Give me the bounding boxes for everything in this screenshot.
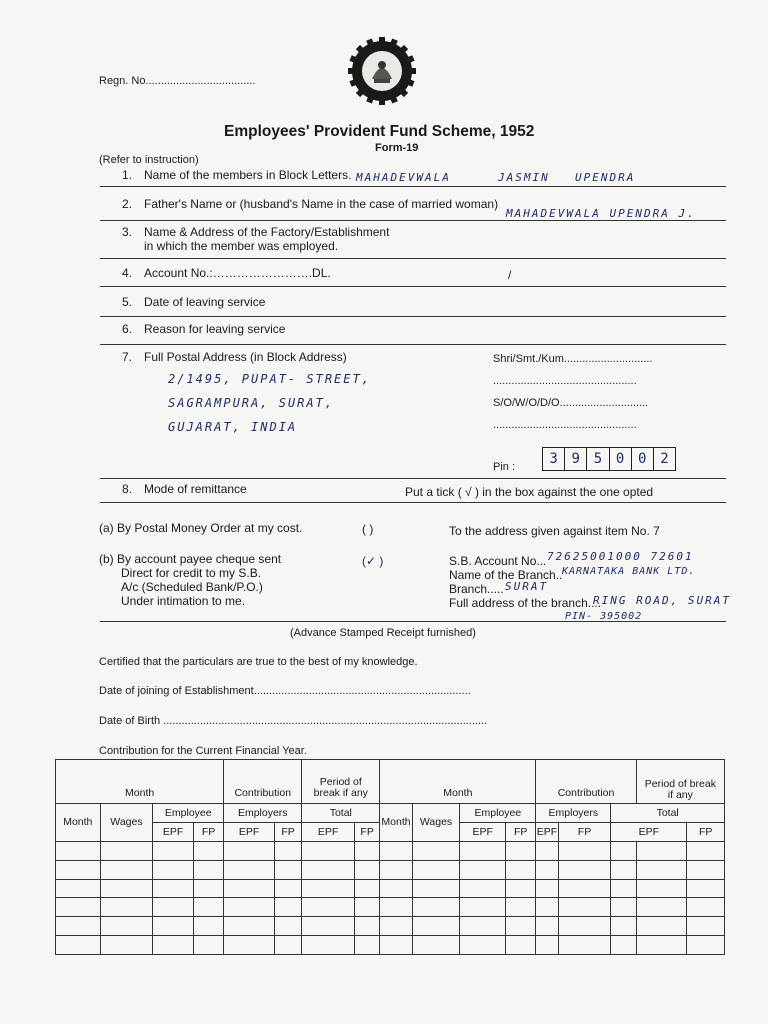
employers-col-right: Employers (536, 804, 611, 823)
certification-statement: Certified that the particulars are true to the best of my knowledge. (99, 656, 418, 668)
item-number: 1. (122, 168, 133, 182)
wages-col-right: Wages (412, 804, 460, 842)
table-row (56, 917, 725, 936)
divider (100, 220, 726, 221)
pin-digit[interactable]: 3 (543, 448, 565, 470)
option-a-checkbox[interactable]: ( ) (362, 522, 374, 536)
advance-receipt-note: (Advance Stamped Receipt furnished) (290, 627, 476, 639)
item-number: 4. (122, 266, 133, 280)
fp-col: FP (354, 823, 379, 842)
establishment-label-line2: in which the member was employed. (144, 239, 339, 253)
month-header: Month (56, 760, 224, 804)
branch-value[interactable]: SURAT (505, 580, 549, 593)
branch-name-label: Name of the Branch.. (449, 568, 563, 582)
address-line-2[interactable]: SAGRAMPURA, SURAT, (168, 396, 335, 410)
option-b-label-line3: A/c (Scheduled Bank/P.O.) (121, 580, 263, 594)
epf-col: EPF (302, 823, 355, 842)
refer-instruction: (Refer to instruction) (99, 154, 199, 166)
item-number: 6. (122, 322, 133, 336)
divider (100, 621, 726, 622)
leaving-date-label: Date of leaving service (144, 295, 266, 309)
month-col-right: Month (380, 804, 412, 842)
branch-pin-value[interactable]: PIN- 395002 (565, 611, 643, 622)
period-text: if any (667, 789, 693, 801)
member-middle-name-value[interactable]: UPENDRA (575, 171, 636, 184)
total-col: Total (302, 804, 380, 823)
option-b-label: (b) By account payee cheque sent (99, 552, 282, 566)
month-header-right: Month (380, 760, 536, 804)
branch-address-label: Full address of the branch.... (449, 596, 602, 610)
period-text: Period of break (644, 778, 716, 790)
divider (100, 258, 726, 259)
fp-col: FP (193, 823, 223, 842)
item-number: 8. (122, 482, 133, 496)
fp-col: FP (505, 823, 535, 842)
item-number: 3. (122, 225, 133, 239)
joining-date-field[interactable]: Date of joining of Establishment....................................................................... (99, 685, 471, 697)
epf-col: EPF (460, 823, 506, 842)
divider (100, 344, 726, 345)
divider (100, 316, 726, 317)
fp-col: FP (558, 823, 611, 842)
period-text: Period of (319, 776, 362, 788)
option-b-label-line4: Under intimation to me. (121, 594, 246, 608)
shri-smt-kum-field[interactable]: Shri/Smt./Kum............................. (493, 353, 653, 365)
option-b-checkbox[interactable]: (✓ ) (362, 554, 384, 568)
address-line-3[interactable]: GUJARAT, INDIA (168, 420, 298, 434)
period-break-header-right (636, 760, 724, 804)
option-b-label-line2: Direct for credit to my S.B. (121, 566, 262, 580)
name-continuation-field[interactable]: ............................................... (493, 375, 637, 387)
total-col-right: Total (611, 804, 725, 823)
account-slash: / (508, 268, 512, 282)
table-row (56, 936, 725, 955)
divider (100, 286, 726, 287)
item-number: 7. (122, 350, 133, 364)
epf-col: EPF (611, 823, 687, 842)
sb-account-label: S.B. Account No... (449, 554, 547, 568)
pin-code-boxes[interactable] (542, 447, 676, 471)
wages-col: Wages (100, 804, 153, 842)
divider (100, 502, 726, 503)
branch-name-value[interactable]: KARNATAKA BANK LTD. (562, 566, 696, 577)
sb-account-value[interactable]: 72625001000 72601 (547, 550, 694, 563)
establishment-label: Name & Address of the Factory/Establishment (144, 225, 390, 239)
fp-col: FP (687, 823, 725, 842)
table-row (56, 842, 725, 861)
pin-digit[interactable]: 5 (587, 448, 609, 470)
option-a-label: (a) By Postal Money Order at my cost. (99, 521, 303, 535)
member-surname-value[interactable]: MAHADEVWALA (356, 171, 451, 184)
option-a-destination: To the address given against item No. 7 (449, 524, 660, 538)
period-text: break if any (313, 787, 368, 799)
address-line-1[interactable]: 2/1495, PUPAT- STREET, (168, 372, 371, 386)
member-first-name-value[interactable]: JASMIN (498, 171, 550, 184)
employee-col-right: Employee (460, 804, 536, 823)
divider (100, 478, 726, 479)
form-title: Employees' Provident Fund Scheme, 1952 (224, 123, 535, 140)
table-row (56, 898, 725, 917)
branch-label: Branch..... (449, 582, 504, 596)
epf-col: EPF (536, 823, 558, 842)
birth-date-field[interactable]: Date of Birth .......................................................................................................... (99, 715, 488, 727)
table-row (56, 879, 725, 898)
remittance-mode-label: Mode of remittance (144, 482, 247, 496)
epf-col: EPF (224, 823, 275, 842)
father-name-value[interactable]: MAHADEVWALA UPENDRA J. (506, 207, 696, 220)
account-number-field[interactable]: Account No.:…………………….DL. (144, 266, 331, 280)
father-name-label: Father's Name or (husband's Name in the case of married woman) (144, 197, 499, 211)
epf-col: EPF (153, 823, 194, 842)
leaving-reason-label: Reason for leaving service (144, 322, 286, 336)
table-row (56, 860, 725, 879)
contribution-table (55, 759, 725, 955)
contribution-header: Contribution (224, 760, 302, 804)
divider (100, 186, 726, 187)
form-number: Form-19 (375, 142, 419, 154)
epfo-emblem-icon (348, 37, 416, 105)
pin-digit[interactable]: 9 (565, 448, 587, 470)
item-number: 2. (122, 197, 133, 211)
address-continuation-field[interactable]: ............................................... (493, 419, 637, 431)
pin-digit[interactable]: 0 (610, 448, 632, 470)
registration-number-field[interactable]: Regn. No.................................... (99, 75, 256, 87)
contribution-title: Contribution for the Current Financial Year. (99, 745, 307, 757)
pin-label: Pin : (493, 461, 516, 473)
employers-col: Employers (224, 804, 302, 823)
month-col: Month (56, 804, 101, 842)
postal-address-label: Full Postal Address (in Block Address) (144, 350, 347, 364)
pin-digit[interactable]: 2 (660, 451, 669, 467)
contribution-header-right: Contribution (536, 760, 636, 804)
remittance-tick-note: Put a tick ( √ ) in the box against the one opted (405, 485, 654, 499)
branch-address-value[interactable]: RING ROAD, SURAT (593, 594, 731, 607)
fp-col: FP (274, 823, 301, 842)
pin-digit[interactable]: 0 (632, 448, 654, 470)
period-break-header (302, 760, 380, 804)
employee-col: Employee (153, 804, 224, 823)
relation-field[interactable]: S/O/W/O/D/O............................. (493, 397, 649, 409)
item-number: 5. (122, 295, 133, 309)
member-name-label: Name of the members in Block Letters. (144, 168, 352, 182)
